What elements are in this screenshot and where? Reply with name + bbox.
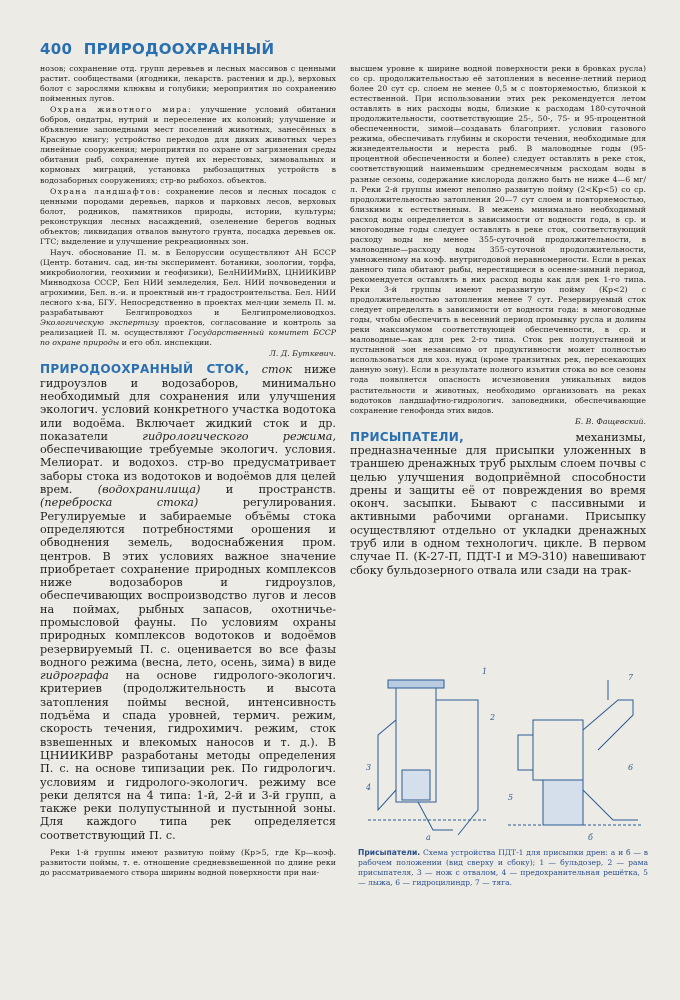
bulldozer-body-b — [533, 720, 583, 780]
frame-b — [518, 735, 533, 770]
stok-small-paragraph: Реки 1-й группы имеют развитую пойму (Кр>5, где Кр—коэф. развитости поймы, т. е. отношение средневзвешенной по длине реки до рассматриваемого створа ширины водной поверхности при наи- — [40, 848, 336, 878]
pris-headword: ПРИСЫПАТЕЛИ, — [350, 429, 465, 444]
pris-paragraph — [350, 431, 646, 577]
ski-b — [583, 790, 638, 820]
ski-a — [418, 802, 453, 830]
landscape-paragraph — [40, 187, 336, 247]
label-4: 4 — [366, 783, 372, 792]
stok-italic-5: гидрографа — [40, 669, 109, 683]
signature-2: Б. В. Фащевский. — [575, 416, 646, 426]
animal-paragraph — [40, 105, 336, 185]
blade-a — [388, 680, 444, 688]
left-paragraph: нозов; сохранение отд. групп деревьев и лесных массивов с ценными растит. сообществами (ягодники, лекарств. растения и др.), верховых болот с зарослями клюквы и голубики; мероприятия по сохранению пойменных лугов. — [40, 64, 336, 104]
science-paragraph — [40, 248, 336, 348]
label-2: 2 — [490, 713, 496, 722]
right-column — [350, 64, 646, 577]
pris-text: механизмы, предназначенные для присыпки уложенных в траншею дренажных труб рыхлым слоем почвы с целью улучшения водоприёмной способности дрены и защиты её от повреждения во время оконч. засыпки. Бывают с пассивными и активными рабочими органами. Присыпку осуществляют отдельно от укладки дренажных труб или в одном технологич. цикле. В первом случае П. (К-27-П, ПДТ-I и МЭ-310) навешивают сбоку бульдозерного отвала или сзади на трак- — [350, 430, 646, 577]
right-paragraph: высшем уровне к ширине водной поверхности реки в бровках русла) со ср. продолжительностью её затопления в весенне-летний период более 20 сут ср. слоем не менее 0,5 м с повторяемостью, близкой к естественной. При использовании этих рек рекомендуется летом оставлять в них расходы воды, близкие к расходам 180-суточной продолжительности, соответствующие 25-, 50-, 75- и 95-процентной обеспеченности, зимой—создавать благоприят. условия газового режима, обеспечивать глубины и скорости течения, необходимые для жизнедеятельности и нереста рыб. В маловодные годы (95-процентной обеспеченности и более) следует оставлять в реке сток, соответствующий наименьшим среднемесячным расходам воды в разные сезоны, содержание кислорода должно быть не ниже 4—6 мг/л. Реки 2-й группы имеют неполно развитую пойму (2<Кр<5) со ср. продолжительностью затопления 20—7 сут слоем и повторяемостью, близкими к естественным. В межень минимально необходимый расход воды определяется в зависимости от водности года, в ср. и многоводные годы следует оставлять в реке сток, соответствующий расходу воды не менее 355-суточной продолжительности, в маловодные—расходу воды 355-суточной продолжительности, умноженному на коэф. внутригодовой неравномерности. Если в реках данного типа обитают рыбы, нерестящиеся в осенне-зимний период, рекомендуется оставлять в них расход воды как для рек 1-го типа. Реки 3-й группы имеют неразвитую пойму (Кр<2) с продолжительностью затопления менее 7 сут. Резервируемый сток следует определять в зависимости от водности года: в многоводные годы, чтобы обеспечить в весенний период промывку русла и долины реки максимумом соответствующей обеспеченности, в ср. и маловодные—как для рек 2-го типа. Сток рек полупустынной и пустынной зон независимо от продуктивности может полностью использоваться для хоз. нужд (кроме транзитных рек, пересекающих данную зону). Если в результате полного изъятия стока во все сезоны года появляется опасность исчезновения уникальных видов растительности и животных, необходимо организовать на реках водотоков ландшафтно-гидрологич. заповедники, обеспечивающие сохранение генофонда этих видов. — [350, 64, 646, 415]
stok-article — [40, 363, 336, 842]
science-text-2: проектов, согласование и контроль за реализацией П. м. осуществляют — [40, 318, 336, 338]
landscape-text: сохранение лесов и лесных посадок с ценными породами деревьев, парков и парковых лесов, верховых болот, родников, памятников природы, истории, культуры; реконструкция лесных насаждений, озеленение берегов водных объектов; ликвидация отвалов вынутого грунта, посадка деревьев ок. ГТС; выделение и улучшение рекреационных зон. — [40, 186, 336, 246]
science-italic: Экологическую экспертизу — [40, 318, 159, 328]
label-7: 7 — [628, 673, 634, 682]
signature-1: Л. Д. Буткевич. — [269, 349, 336, 359]
label-b: б — [588, 833, 593, 842]
frame-a — [436, 700, 478, 835]
stok-text-2: обеспечивающие требуемые экологич. условия. Мелиорат. и водохоз. стр-во предусматривает заборы стока из водотоков и водоёмов для целей врем. — [40, 443, 336, 497]
stok-text-3: и пространств. — [200, 483, 336, 497]
landscape-label: Охрана ландшафтов: — [50, 186, 161, 196]
figure-pdt1 — [358, 660, 648, 842]
science-italic-2: Государственный комитет БССР по охране природы — [40, 328, 336, 348]
caption-text: Схема устройства ПДТ-1 для присыпки дрен: а и б — в рабочем положении (вид сверху и сбоку); 1 — бульдозер, 2 — рама присыпателя, 3 — нож с отвалом, 4 — предохранительная решётка, 5 — лыжа, 6 — гидроцилиндр, 7 — тяга. — [358, 848, 648, 887]
pris-article — [350, 431, 646, 577]
page-header — [40, 40, 274, 58]
science-text-3: и его обл. инспекции. — [119, 338, 212, 348]
stok-italic-4: (переброска стока) — [40, 496, 199, 510]
left-column — [40, 64, 336, 879]
grid-a — [402, 770, 430, 800]
stok-text-4: регулирования. Регулируемые и забираемые объёмы стока определяются потребностями орошения и обводнения земель, водоснабжения пром. центров. В этих условиях важное значение приобретает сохранение природных комплексов ниже водозаборов и гидроузлов, обеспечивающих воспроизводство лугов и лесов на поймах, рыбных запасов, охотничье-промысловой фауны. По условиям охраны природных комплексов водотоков и водоёмов резервируемый П. с. оценивается во все фазы водного режима (весна, лето, осень, зима) в виде — [40, 496, 336, 669]
stok-text-1: ниже гидроузлов и водозаборов, минимально необходимый для сохранения или улучшения экологич. условий конкретного участка водотока или водоёма. Включает жидкий сток и др. показатели — [40, 363, 336, 443]
stok-italic-2: гидрологического режима, — [142, 429, 337, 443]
label-6: 6 — [628, 763, 634, 772]
label-3: 3 — [366, 763, 372, 772]
stok-headword: ПРИРОДООХРАННЫЙ СТОК, — [40, 362, 250, 377]
stok-italic: сток — [249, 363, 292, 377]
figure-drawing — [358, 660, 648, 842]
cylinder-b — [583, 700, 633, 750]
stok-paragraph — [40, 363, 336, 842]
figure-caption — [358, 848, 648, 888]
caption-title: Присыпатели. — [358, 848, 421, 857]
grid-b — [543, 780, 583, 825]
page-number: 400 — [40, 40, 73, 58]
animal-text: улучшение условий обитания бобров, ондатры, нутрий и переселение их колоний; улучшение и объявление заповедными мест поселений животных, занесённых в Красную книгу; устройство переходов для диких животных через линейные сооружения; мероприятия по охране от загрязнения среды обитания рыб, сохранение путей их нерестовых, зимовальных и кормовых миграций, установка рыбозащитных устройств в водозаборных сооружениях; стр-во рыбохоз. объектов. — [40, 105, 336, 185]
screen-a — [378, 720, 396, 810]
label-1: 1 — [482, 667, 488, 676]
animal-label: Охрана животного мира: — [50, 105, 192, 115]
stok-text-5: на основе гидролого-экологич. критериев (продолжительность и высота затопления поймы весной, интенсивность подъёма и спада уровней, термич. режим, скорость течения, гидрохимич. режим, сток взвешенных и влекомых наносов и т. д.). В ЦНИИКИВР разработаны методы определения П. с. на основе типизации рек. По гидрологич. условиям и гидролого-экологич. режиму все реки делятся на 4 типа: 1-й, 2-й и 3-й групп, а также реки полупустынной и пустынной зоны. Для каждого типа рек определяется соответствующий П. с. — [40, 669, 336, 842]
label-a: а — [426, 833, 431, 842]
running-title: ПРИРОДООХРАННЫЙ — [83, 40, 275, 58]
science-text: Науч. обоснование П. м. в Белоруссии осуществляют АН БССР (Центр. ботанич. сад, ин-ты эксперимент. ботаники, зоологии, торфа, микробиологии, геохимии и геофизики), БелНИИМиВХ, ЦНИИКИВР Минводхоза СССР, Бел НИИ земледелия, Бел. НИИ почвоведения и агрохимии, Бел. н.-и. и проектный ин-т градостроительства. Бел. НИИ лесного х-ва, БГУ. Непосредственно в проектах мел-ции земель П. м. разрабатывают Белгипроводхоз и Белгипромелиоводхоз. — [40, 247, 336, 318]
stok-italic-3: (водохранилища) — [97, 483, 201, 497]
label-5: 5 — [508, 793, 514, 802]
